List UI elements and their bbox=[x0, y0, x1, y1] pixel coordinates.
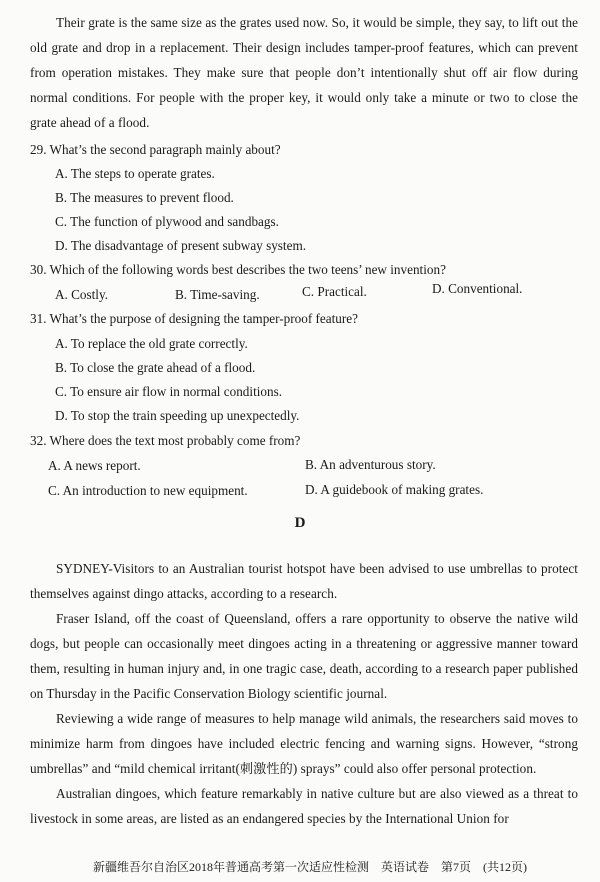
passage-d-paragraph-2: Fraser Island, off the coast of Queensland, offers a rare opportunity to observe the native wild dogs, but people can occasionally meet dingoes acting in a threatening or aggressive manner toward them, resulting in human injury and, in one tragic case, death, according to a research paper published on Thursday in the Pacific Conservation Biology scientific journal. bbox=[30, 611, 578, 701]
q32-option-d[interactable]: D. A guidebook of making grates. bbox=[305, 482, 484, 497]
q30-option-c[interactable]: C. Practical. bbox=[302, 284, 367, 299]
q30-option-b[interactable]: B. Time-saving. bbox=[175, 287, 260, 302]
passage-d-paragraph-4: Australian dingoes, which feature remarkably in native culture but are also viewed as a threat to livestock in some areas, are listed as an endangered species by the International Union for bbox=[30, 786, 578, 826]
page-footer: 新疆维吾尔自治区2018年普通高考第一次适应性检测 英语试卷 第7页 (共12页) bbox=[93, 860, 527, 874]
passage-d-paragraph-3: Reviewing a wide range of measures to help manage wild animals, the researchers said moves to minimize harm from dingoes have included electric fencing and warning signs. However, “strong umbrellas” and “mild chemical irritant(刺激性的) sprays” could also offer personal protection. bbox=[30, 711, 578, 776]
q31-option-d[interactable]: D. To stop the train speeding up unexpectedly. bbox=[55, 408, 300, 423]
q29-option-b[interactable]: B. The measures to prevent flood. bbox=[55, 190, 234, 205]
passage-d-paragraph-1: SYDNEY-Visitors to an Australian tourist hotspot have been advised to use umbrellas to protect themselves against dingo attacks, according to a research. bbox=[30, 561, 578, 601]
q32-option-a[interactable]: A. A news report. bbox=[48, 458, 141, 473]
q30-option-d[interactable]: D. Conventional. bbox=[432, 281, 523, 296]
question-29-stem: 29. What’s the second paragraph mainly about? bbox=[30, 142, 281, 157]
q32-option-c[interactable]: C. An introduction to new equipment. bbox=[48, 483, 248, 498]
q31-option-c[interactable]: C. To ensure air flow in normal conditions. bbox=[55, 384, 283, 399]
q30-option-a[interactable]: A. Costly. bbox=[55, 287, 109, 302]
q31-option-b[interactable]: B. To close the grate ahead of a flood. bbox=[55, 360, 256, 375]
question-32-stem: 32. Where does the text most probably come from? bbox=[30, 433, 301, 448]
question-30-stem: 30. Which of the following words best describes the two teens’ new invention? bbox=[30, 262, 446, 277]
question-31-stem: 31. What’s the purpose of designing the tamper-proof feature? bbox=[30, 311, 358, 326]
passage-c-paragraph: Their grate is the same size as the grates used now. So, it would be simple, they say, to lift out the old grate and drop in a replacement. Their design includes tamper-proof features, which can prevent from operation mistakes. They make sure that people don’t intentionally shut off air flow during normal conditions. For people with the proper key, it would only take a minute or two to close the grate ahead of a flood. bbox=[30, 15, 578, 130]
q29-option-d[interactable]: D. The disadvantage of present subway system. bbox=[55, 238, 306, 253]
q32-option-b[interactable]: B. An adventurous story. bbox=[305, 457, 436, 472]
q29-option-c[interactable]: C. The function of plywood and sandbags. bbox=[55, 214, 279, 229]
passage-d-title: D bbox=[294, 515, 306, 531]
q29-option-a[interactable]: A. The steps to operate grates. bbox=[55, 166, 215, 181]
q31-option-a[interactable]: A. To replace the old grate correctly. bbox=[55, 336, 248, 351]
